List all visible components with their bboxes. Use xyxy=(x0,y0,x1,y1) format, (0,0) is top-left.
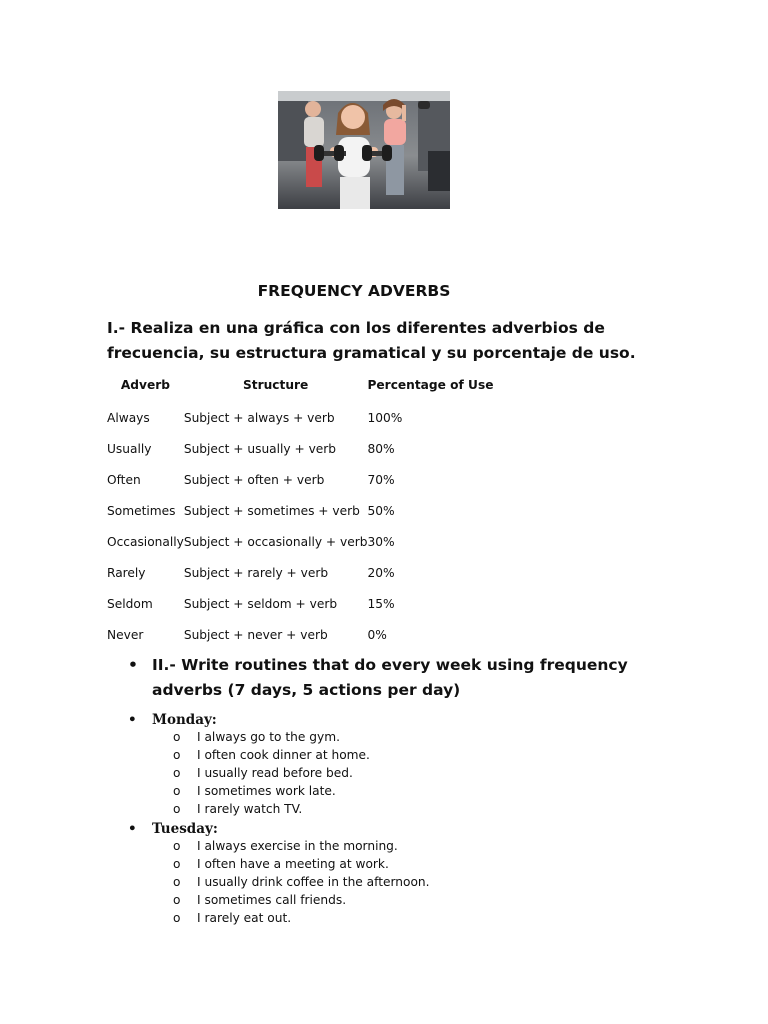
action-text: I usually drink coffee in the afternoon. xyxy=(197,874,430,889)
structure-cell: Subject + never + verb xyxy=(183,627,328,642)
table-row xyxy=(107,557,507,588)
percentage-cell: 70% xyxy=(367,472,395,487)
day-label: Tuesday: xyxy=(152,821,218,837)
list-marker: o xyxy=(173,910,181,925)
adverb-cell: Sometimes xyxy=(107,503,176,518)
list-marker: o xyxy=(173,801,181,816)
structure-cell: Subject + occasionally + verb xyxy=(183,534,368,549)
percentage-cell: 15% xyxy=(367,596,395,611)
list-marker: o xyxy=(173,765,181,780)
section-2-heading xyxy=(128,653,648,702)
list-marker: o xyxy=(173,747,181,762)
column-header-structure: Structure xyxy=(243,378,309,392)
table-row xyxy=(107,526,507,557)
action-text: I sometimes call friends. xyxy=(197,892,347,907)
percentage-cell: 100% xyxy=(367,410,403,425)
table-row xyxy=(107,619,507,650)
table-row xyxy=(107,433,507,464)
adverb-cell: Occasionally xyxy=(107,534,184,549)
table-header-row xyxy=(107,368,507,402)
column-header-adverb: Adverb xyxy=(120,378,170,392)
list-marker: o xyxy=(173,892,181,907)
action-text: I rarely eat out. xyxy=(197,910,292,925)
day-label: Monday: xyxy=(152,712,217,728)
adverb-cell: Seldom xyxy=(107,596,153,611)
page-title: FREQUENCY ADVERBS xyxy=(257,282,451,300)
column-header-percentage: Percentage of Use xyxy=(367,378,494,392)
action-text: I always exercise in the morning. xyxy=(197,839,398,853)
action-text: I sometimes work late. xyxy=(197,783,336,798)
bullet-marker: • xyxy=(128,656,138,674)
action-text: I often cook dinner at home. xyxy=(197,747,370,762)
percentage-cell: 0% xyxy=(367,627,387,642)
table-row xyxy=(107,588,507,619)
structure-cell: Subject + always + verb xyxy=(183,410,335,425)
action-text: I often have a meeting at work. xyxy=(197,856,389,871)
action-text: I always go to the gym. xyxy=(197,730,340,744)
adverb-cell: Rarely xyxy=(107,565,146,580)
list-marker: o xyxy=(173,839,181,853)
adverb-cell: Never xyxy=(107,627,144,642)
section-1-heading: I.- Realiza en una gráfica con los diferentes adverbios de frecuencia, su estructura gramatical y su porcentaje de uso. xyxy=(107,319,636,362)
action-text: I rarely watch TV. xyxy=(197,801,303,816)
action-text: I usually read before bed. xyxy=(197,765,353,780)
percentage-cell: 50% xyxy=(367,503,395,518)
adverb-cell: Often xyxy=(107,472,141,487)
list-marker: o xyxy=(173,856,181,871)
list-marker: o xyxy=(173,874,181,889)
bullet-marker: • xyxy=(128,712,137,728)
structure-cell: Subject + often + verb xyxy=(183,472,325,487)
structure-cell: Subject + usually + verb xyxy=(183,441,337,456)
percentage-cell: 80% xyxy=(367,441,395,456)
table-row xyxy=(107,495,507,526)
adverb-cell: Usually xyxy=(107,441,152,456)
list-marker: o xyxy=(173,783,181,798)
percentage-cell: 20% xyxy=(367,565,395,580)
table-row xyxy=(107,402,507,433)
bullet-marker: • xyxy=(128,821,137,837)
section-2-text: II.- Write routines that do every week using frequency adverbs (7 days, 5 actions per day) xyxy=(152,656,628,699)
frequency-table xyxy=(107,368,507,650)
list-marker: o xyxy=(173,730,181,744)
structure-cell: Subject + seldom + verb xyxy=(183,596,338,611)
gym-photo xyxy=(278,91,450,209)
structure-cell: Subject + sometimes + verb xyxy=(183,503,360,518)
table-row xyxy=(107,464,507,495)
structure-cell: Subject + rarely + verb xyxy=(183,565,329,580)
adverb-cell: Always xyxy=(107,410,150,425)
percentage-cell: 30% xyxy=(367,534,395,549)
